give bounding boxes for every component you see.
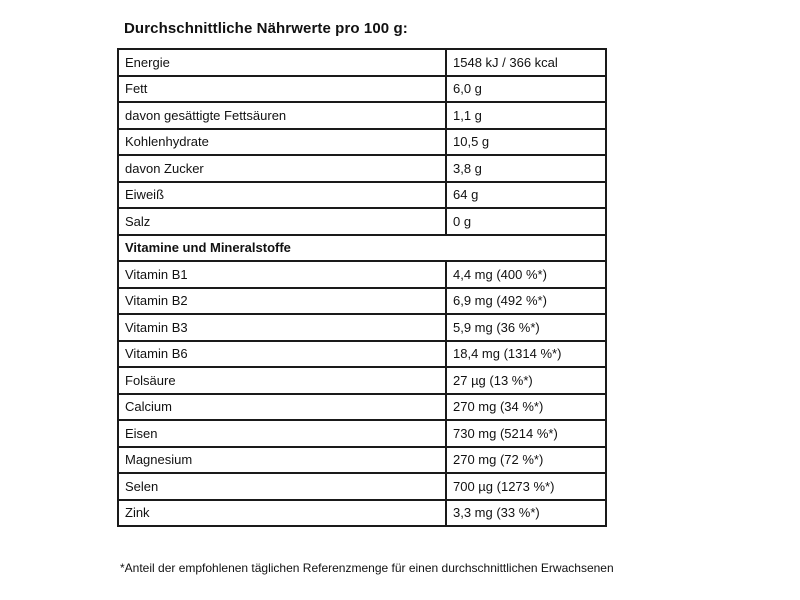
vitamin-name: Magnesium [118, 447, 446, 474]
vitamin-value: 4,4 mg (400 %*) [446, 261, 606, 288]
table-row [118, 500, 606, 527]
nutrient-value: 64 g [446, 182, 606, 209]
table-row [118, 473, 606, 500]
table-row [118, 261, 606, 288]
section-header: Vitamine und Mineralstoffe [118, 235, 606, 262]
vitamin-name: Vitamin B2 [118, 288, 446, 315]
table-row [118, 102, 606, 129]
nutrient-value: 10,5 g [446, 129, 606, 156]
vitamin-value: 270 mg (34 %*) [446, 394, 606, 421]
vitamin-value: 270 mg (72 %*) [446, 447, 606, 474]
nutrition-table-body [118, 49, 606, 526]
nutrient-value: 3,8 g [446, 155, 606, 182]
table-row [118, 341, 606, 368]
nutrient-value: 0 g [446, 208, 606, 235]
nutrient-name: davon gesättigte Fettsäuren [118, 102, 446, 129]
vitamin-name: Selen [118, 473, 446, 500]
table-row [118, 420, 606, 447]
section-header-row [118, 235, 606, 262]
vitamin-name: Vitamin B6 [118, 341, 446, 368]
vitamin-name: Zink [118, 500, 446, 527]
vitamin-value: 3,3 mg (33 %*) [446, 500, 606, 527]
vitamin-name: Folsäure [118, 367, 446, 394]
vitamin-value: 700 µg (1273 %*) [446, 473, 606, 500]
nutrient-value: 1548 kJ / 366 kcal [446, 49, 606, 76]
vitamin-value: 5,9 mg (36 %*) [446, 314, 606, 341]
table-row [118, 208, 606, 235]
nutrient-name: Energie [118, 49, 446, 76]
table-row [118, 367, 606, 394]
nutrition-table [117, 48, 607, 527]
table-row [118, 314, 606, 341]
vitamin-name: Vitamin B3 [118, 314, 446, 341]
table-row [118, 288, 606, 315]
nutrient-value: 6,0 g [446, 76, 606, 103]
table-row [118, 155, 606, 182]
nutrient-name: Kohlenhydrate [118, 129, 446, 156]
vitamin-value: 18,4 mg (1314 %*) [446, 341, 606, 368]
table-row [118, 76, 606, 103]
table-row [118, 129, 606, 156]
vitamin-name: Calcium [118, 394, 446, 421]
nutrient-value: 1,1 g [446, 102, 606, 129]
table-row [118, 182, 606, 209]
table-row [118, 394, 606, 421]
nutrient-name: Fett [118, 76, 446, 103]
vitamin-value: 27 µg (13 %*) [446, 367, 606, 394]
nutrient-name: davon Zucker [118, 155, 446, 182]
table-row [118, 447, 606, 474]
table-title: Durchschnittliche Nährwerte pro 100 g: [124, 20, 408, 37]
vitamin-name: Eisen [118, 420, 446, 447]
footnote: *Anteil der empfohlenen täglichen Referenzmenge für einen durchschnittlichen Erwachsenen [120, 561, 614, 575]
vitamin-value: 6,9 mg (492 %*) [446, 288, 606, 315]
vitamin-name: Vitamin B1 [118, 261, 446, 288]
table-row [118, 49, 606, 76]
nutrient-name: Salz [118, 208, 446, 235]
vitamin-value: 730 mg (5214 %*) [446, 420, 606, 447]
nutrient-name: Eiweiß [118, 182, 446, 209]
